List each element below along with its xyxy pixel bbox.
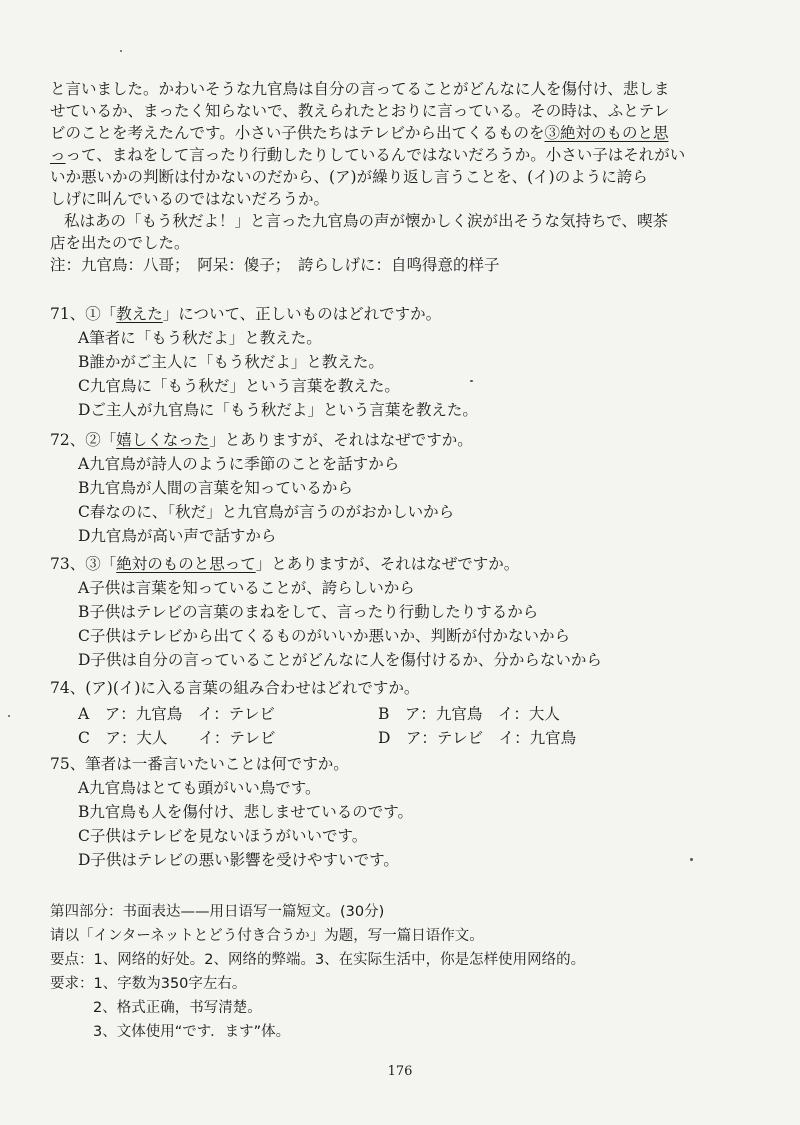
passage-line: っって、まねをして言ったり行動したりしているんではないだろうか。小さい子はそれがい: [50, 146, 686, 164]
section-4-requirement-3: 3、文体使用“です．ます”体。: [93, 1024, 291, 1040]
option-71-c[interactable]: C九官鳥に「もう秋だ」という言葉を教えた。: [78, 377, 400, 395]
section-4-prompt: 请以「インターネットとどう付き合うか」为题，写一篇日语作文。: [50, 928, 484, 944]
section-4-title: 第四部分：书面表达——用日语写一篇短文。(30分): [50, 904, 385, 920]
question-73: 73、③「絶対のものと思って」とありますが、それはなぜですか。: [50, 555, 520, 573]
question-72: 72、②「嬉しくなった」とありますが、それはなぜですか。: [50, 431, 473, 449]
passage-line: 私はあの「もう秋だよ！」と言った九官鳥の声が懐かしく涙が出そうな気持ちで、喫茶: [64, 212, 669, 230]
scan-speck: [8, 715, 10, 717]
option-73-d[interactable]: D子供は自分の言っていることがどんなに人を傷付けるか、分からないから: [78, 651, 602, 669]
option-74-b[interactable]: B ア：九官鳥 イ：大人: [378, 705, 560, 723]
option-73-b[interactable]: B子供はテレビの言葉のまねをして、言ったり行動したりするから: [78, 603, 539, 621]
option-72-d[interactable]: D九官鳥が高い声で話すから: [78, 527, 277, 545]
option-75-d[interactable]: D子供はテレビの悪い影響を受けやすいです。: [78, 851, 399, 869]
option-71-b[interactable]: B誰かがご主人に「もう秋だよ」と教えた。: [78, 353, 384, 371]
passage-line: と言いました。かわいそうな九官鳥は自分の言ってることがどんなに人を傷付け、悲しま: [50, 80, 670, 98]
option-74-a[interactable]: A ア：九官鳥 イ：テレビ: [78, 705, 275, 723]
option-72-b[interactable]: B九官鳥が人間の言葉を知っているから: [78, 479, 353, 497]
option-74-c[interactable]: C ア：大人 イ：テレビ: [78, 729, 276, 747]
passage-line: 店を出たのでした。: [50, 234, 190, 252]
scan-speck: [120, 50, 122, 52]
option-75-c[interactable]: C子供はテレビを見ないほうがいいです。: [78, 827, 368, 845]
option-73-c[interactable]: C子供はテレビから出てくるものがいいか悪いか、判断が付かないから: [78, 627, 571, 645]
passage-line: いか悪いかの判断は付かないのだから、(ア)が繰り返し言うことを、(イ)のように誇ら: [50, 168, 648, 186]
page-number: 176: [387, 1064, 413, 1079]
scan-speck: [470, 380, 473, 382]
scan-speck: [690, 858, 693, 861]
option-74-d[interactable]: D ア：テレビ イ：九官鳥: [378, 729, 577, 747]
passage-line: せているか、まったく知らないで、教えられたとおりに言っている。その時は、ふとテレ: [50, 102, 670, 120]
passage-line: しげに叫んでいるのではないだろうか。: [50, 190, 330, 208]
question-74: 74、(ア)(イ)に入る言葉の組み合わせはどれですか。: [50, 679, 420, 697]
option-72-a[interactable]: A九官鳥が詩人のように季節のことを話すから: [78, 455, 400, 473]
passage: [50, 78, 750, 276]
section-4-requirement-1: 要求：1、字数为350字左右。: [50, 976, 247, 992]
underlined-phrase: っ: [50, 146, 66, 164]
option-75-b[interactable]: B九官鳥も人を傷付け、悲しませているのです。: [78, 803, 414, 821]
question-75: 75、筆者は一番言いたいことは何ですか。: [50, 755, 349, 773]
option-73-a[interactable]: A子供は言葉を知っていることが、誇らしいから: [78, 579, 415, 597]
vocab-note: 注：九官鳥：八哥； 阿呆：傻子； 誇らしげに：自鸣得意的样子: [50, 256, 500, 274]
option-72-c[interactable]: C春なのに、「秋だ」と九官鳥が言うのがおかしいから: [78, 503, 455, 521]
section-4-requirement-2: 2、格式正确，书写清楚。: [93, 1000, 262, 1016]
option-71-a[interactable]: A筆者に「もう秋だよ」と教えた。: [78, 329, 322, 347]
option-75-a[interactable]: A九官鳥はとても頭がいい鳥です。: [78, 779, 321, 797]
question-71: 71、①「教えた」について、正しいものはどれですか。: [50, 305, 442, 323]
passage-line: ビのことを考えたんです。小さい子供たちはテレビから出てくるものを③絶対のものと思: [50, 124, 669, 142]
option-71-d[interactable]: Dご主人が九官鳥に「もう秋だよ」という言葉を教えた。: [78, 401, 478, 419]
section-4-points: 要点：1、网络的好处。2、网络的弊端。3、在实际生活中，你是怎样使用网络的。: [50, 952, 586, 968]
underlined-phrase: ③絶対のものと思: [544, 124, 669, 142]
